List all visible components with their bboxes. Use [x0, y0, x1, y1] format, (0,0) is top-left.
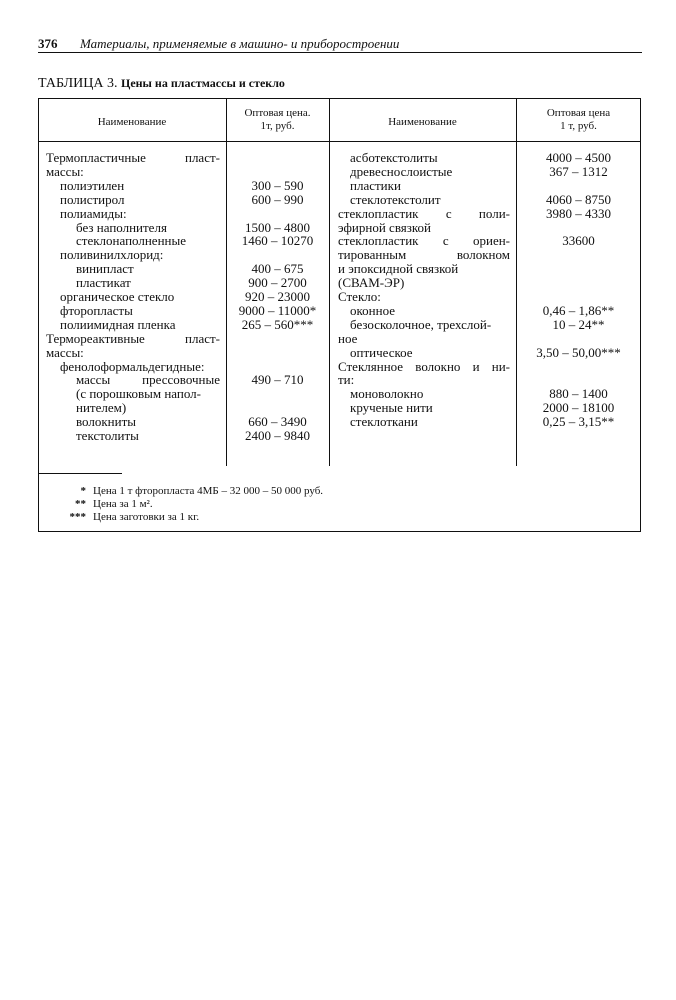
- right-row-price: 3980 – 4330: [546, 205, 611, 221]
- right-row-name: безосколочное, трехслой-: [350, 316, 492, 332]
- right-row-price: 0,25 – 3,15**: [542, 414, 615, 430]
- footnote-text: Цена за 1 м².: [93, 498, 153, 510]
- header-price-right: [516, 107, 641, 133]
- right-row-name: пластики: [350, 177, 401, 193]
- left-row-price: 900 – 2700: [248, 275, 307, 291]
- right-row-name: и эпоксидной связкой: [338, 261, 459, 277]
- right-row-name: тированным волокном: [338, 248, 510, 263]
- header-price-right-line1: Оптовая цена: [546, 107, 611, 119]
- footnote-mark: **: [75, 498, 86, 510]
- left-row-name: текстолиты: [76, 428, 139, 443]
- left-row-name: массы прессовочные: [76, 373, 220, 388]
- right-row-name: ти:: [338, 372, 355, 388]
- right-row-name: Стеклянное волокно и ни-: [338, 359, 510, 374]
- right-row-name: асботекстолиты: [350, 150, 438, 165]
- left-row-price: 400 – 675: [251, 261, 304, 277]
- header-price-left: [226, 107, 329, 133]
- left-row-name: Термопластичные пласт-: [46, 151, 220, 165]
- header-name-right: Наименование: [388, 116, 457, 128]
- footnote-text: Цена 1 т фторопласта 4МБ – 32 000 – 50 000 руб.: [93, 485, 324, 497]
- caption-prefix: ТАБЛИЦА 3.: [38, 76, 118, 91]
- left-row-name: стеклонаполненные: [76, 233, 186, 249]
- col-divider-2: [329, 98, 330, 466]
- header-bottom-rule: [38, 141, 641, 142]
- left-row-price: 920 – 23000: [245, 289, 310, 304]
- right-row-name: стеклотекстолит: [350, 191, 441, 207]
- left-row-name: полистирол: [60, 191, 125, 207]
- left-row-price: 490 – 710: [251, 372, 304, 388]
- right-row-name: крученые нити: [350, 400, 433, 416]
- left-row-price: 9000 – 11000*: [238, 302, 317, 318]
- left-row-name: (с порошковым напол-: [76, 386, 201, 402]
- left-row-name: полиамиды:: [60, 205, 127, 221]
- left-row-price: 2400 – 9840: [245, 428, 310, 443]
- left-row-name: фторопласты: [60, 302, 133, 318]
- right-row-name: Стекло:: [338, 289, 381, 304]
- left-row-price: 1460 – 10270: [241, 233, 314, 249]
- right-row-price: 0,46 – 1,86**: [542, 302, 615, 318]
- footnote-mark: ***: [69, 511, 86, 523]
- right-row-name: моноволокно: [350, 386, 424, 402]
- right-row-name: оптическое: [350, 344, 413, 360]
- right-row-name: стеклопластик с поли-: [338, 206, 510, 221]
- right-row-name: эфирной связкой: [338, 219, 432, 235]
- right-row-price: 10 – 24**: [552, 316, 605, 332]
- header-price-left-line1: Оптовая цена.: [244, 107, 311, 119]
- left-row-price: 660 – 3490: [248, 414, 307, 430]
- page-number: 376: [38, 36, 58, 51]
- caption-title: Цены на пластмассы и стекло: [120, 76, 285, 90]
- header-price-right-line2: 1 т, руб.: [560, 120, 597, 132]
- right-row-price: 4060 – 8750: [546, 191, 611, 207]
- footnote-rule: [38, 473, 122, 474]
- running-title: Материалы, применяемые в машино- и приборостроении: [80, 36, 400, 51]
- left-row-price: 265 – 560***: [241, 316, 314, 332]
- right-row-name: оконное: [350, 302, 395, 318]
- left-row-name: Термореактивные пласт-: [46, 331, 220, 346]
- left-row-name: полиимидная пленка: [60, 316, 176, 332]
- header-price-left-line2: 1т, руб.: [260, 120, 295, 132]
- left-row-price: 300 – 590: [251, 177, 304, 193]
- left-row-name: винипласт: [76, 261, 134, 277]
- left-row-name: полиэтилен: [60, 177, 125, 193]
- right-row-price: 3,50 – 50,00***: [536, 344, 621, 360]
- left-row-name: пластикат: [76, 275, 131, 291]
- right-row-name: ное: [338, 330, 358, 346]
- right-row-name: стеклоткани: [350, 414, 418, 430]
- footnote-mark: *: [80, 485, 86, 497]
- header-name-left: Наименование: [97, 116, 167, 128]
- left-row-price: 600 – 990: [251, 191, 304, 207]
- left-row-price: 1500 – 4800: [245, 219, 310, 235]
- footnote-text: Цена заготовки за 1 кг.: [93, 511, 200, 523]
- left-row-name: массы:: [46, 163, 84, 179]
- left-row-name: массы:: [46, 344, 84, 360]
- right-row-name: стеклопластик с ориен-: [338, 234, 510, 249]
- right-row-price: 4000 – 4500: [546, 150, 611, 165]
- left-row-name: волокниты: [76, 414, 137, 430]
- left-row-name: нителем): [76, 400, 127, 416]
- right-row-price: 2000 – 18100: [542, 400, 615, 416]
- header-rule: [38, 52, 642, 53]
- right-row-price: 33600: [562, 233, 595, 249]
- left-row-name: поливинилхлорид:: [60, 247, 164, 263]
- right-row-name: (СВАМ-ЭР): [338, 275, 405, 291]
- right-row-price: 367 – 1312: [549, 163, 608, 179]
- right-row-price: 880 – 1400: [549, 386, 608, 402]
- left-row-name: органическое стекло: [60, 289, 175, 304]
- right-row-name: древеснослоистые: [350, 163, 453, 179]
- left-row-name: фенолоформальдегидные:: [60, 358, 205, 374]
- left-row-name: без наполнителя: [76, 219, 167, 235]
- table-caption: [38, 76, 285, 92]
